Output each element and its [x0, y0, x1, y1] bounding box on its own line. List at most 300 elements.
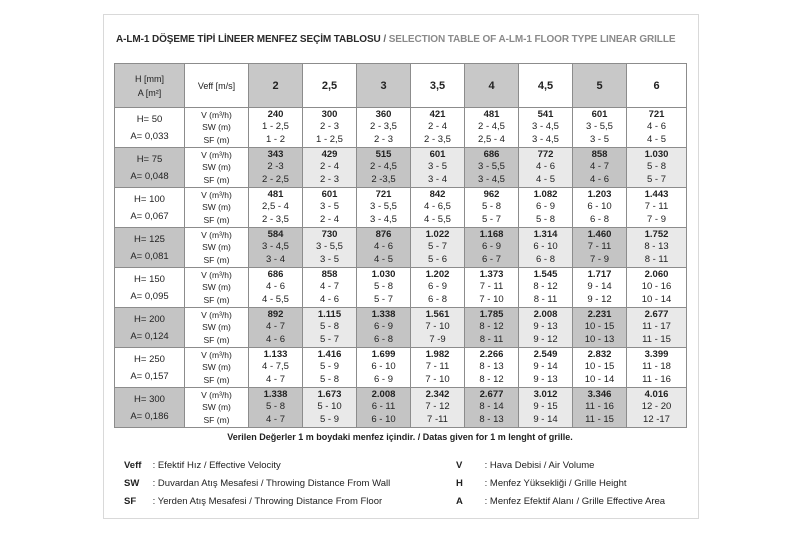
grille-height: H= 200: [134, 313, 165, 325]
air-volume-value: 4.016: [644, 389, 669, 401]
wall-throw-value: 7 - 11: [479, 281, 504, 293]
row-labels-cell: [185, 348, 249, 388]
grille-height: H= 125: [134, 233, 165, 245]
floor-throw-value: 5 - 8: [535, 213, 555, 225]
row-label: V (m³/h): [201, 190, 232, 201]
air-volume-value: 1.673: [317, 389, 342, 401]
value-cell: [573, 348, 627, 388]
air-volume-value: 2.231: [587, 309, 612, 321]
value-cell: [573, 268, 627, 308]
floor-throw-value: 9 - 12: [533, 333, 558, 345]
wall-throw-value: 6 - 9: [535, 201, 555, 213]
floor-throw-value: 2 -3,5: [371, 173, 396, 185]
wall-throw-value: 1 - 2,5: [262, 121, 289, 133]
value-cell: [411, 268, 465, 308]
value-cell: [519, 348, 573, 388]
air-volume-value: 858: [321, 269, 338, 281]
floor-throw-value: 5 - 7: [319, 333, 339, 345]
wall-throw-value: 6 - 10: [533, 241, 558, 253]
floor-throw-value: 4 - 5,5: [424, 213, 451, 225]
value-cell: [519, 188, 573, 228]
air-volume-value: 1.545: [533, 269, 558, 281]
value-cell: [303, 148, 357, 188]
wall-throw-value: 5 - 8: [373, 281, 393, 293]
row-label: SW (m): [202, 202, 231, 213]
air-volume-value: 1.203: [587, 189, 612, 201]
air-volume-value: 1.082: [533, 189, 558, 201]
wall-throw-value: 2 - 4: [319, 161, 339, 173]
row-labels-cell: [185, 148, 249, 188]
header-row: [115, 64, 687, 108]
legend-text: : Efektif Hız / Effective Velocity: [152, 460, 281, 471]
floor-throw-value: 3 - 5: [319, 253, 339, 265]
wall-throw-value: 12 - 20: [641, 401, 672, 413]
air-volume-value: 1.460: [587, 229, 612, 241]
floor-throw-value: 7 -11: [427, 413, 448, 425]
air-volume-value: 1.022: [425, 229, 450, 241]
value-cell: [357, 348, 411, 388]
grille-size-cell: [115, 348, 185, 388]
value-cell: [627, 268, 687, 308]
wall-throw-value: 5 - 8: [481, 201, 501, 213]
wall-throw-value: 7 - 12: [425, 401, 450, 413]
row-label: V (m³/h): [201, 110, 232, 121]
air-volume-value: 1.373: [479, 269, 504, 281]
floor-throw-value: 6 - 10: [371, 413, 396, 425]
air-volume-value: 601: [429, 149, 446, 161]
wall-throw-value: 3 - 5: [427, 161, 447, 173]
air-volume-value: 1.752: [644, 229, 669, 241]
row-label: SF (m): [203, 414, 230, 425]
row-label: V (m³/h): [201, 150, 232, 161]
wall-throw-value: 7 - 11: [644, 201, 669, 213]
floor-throw-value: 9 - 14: [533, 413, 558, 425]
value-cell: [411, 108, 465, 148]
row-labels-cell: [185, 228, 249, 268]
wall-throw-value: 5 - 8: [646, 161, 666, 173]
air-volume-value: 892: [267, 309, 284, 321]
floor-throw-value: 4 - 6: [265, 333, 285, 345]
floor-throw-value: 8 - 11: [533, 293, 558, 305]
value-cell: [573, 388, 627, 428]
floor-throw-value: 6 - 7: [481, 253, 501, 265]
wall-throw-value: 6 - 10: [587, 201, 612, 213]
table-row: [115, 108, 687, 148]
air-volume-value: 2.266: [479, 349, 504, 361]
value-cell: [303, 108, 357, 148]
floor-throw-value: 6 - 9: [373, 373, 393, 385]
wall-throw-value: 11 - 17: [642, 321, 671, 333]
value-cell: [519, 148, 573, 188]
air-volume-value: 2.008: [371, 389, 396, 401]
wall-throw-value: 8 - 12: [479, 321, 504, 333]
wall-throw-value: 8 - 12: [533, 281, 558, 293]
floor-throw-value: 1 - 2: [265, 133, 285, 145]
air-volume-value: 1.030: [644, 149, 669, 161]
air-volume-value: 360: [375, 109, 392, 121]
legend-text: : Hava Debisi / Air Volume: [484, 460, 595, 471]
air-volume-value: 1.202: [425, 269, 450, 281]
wall-throw-value: 9 - 15: [533, 401, 558, 413]
title-english: SELECTION TABLE OF A-LM-1 FLOOR TYPE LINEAR GRILLE: [388, 34, 676, 45]
air-volume-value: 721: [648, 109, 665, 121]
air-volume-value: 541: [537, 109, 554, 121]
wall-throw-value: 7 - 11: [425, 361, 450, 373]
grille-size-cell: [115, 188, 185, 228]
value-cell: [303, 308, 357, 348]
value-cell: [519, 228, 573, 268]
floor-throw-value: 11 - 15: [585, 413, 614, 425]
value-cell: [519, 108, 573, 148]
legend-item-sf: [124, 496, 382, 507]
air-volume-value: 2.832: [587, 349, 612, 361]
grille-area: A= 0,048: [130, 170, 169, 182]
row-label: SW (m): [202, 242, 231, 253]
legend-text: : Yerden Atış Mesafesi / Throwing Distance From Floor: [152, 496, 383, 507]
floor-throw-value: 4 - 6: [589, 173, 609, 185]
floor-throw-value: 7 - 10: [479, 293, 504, 305]
header-veff: Veff [m/s]: [185, 64, 249, 108]
value-cell: [627, 108, 687, 148]
value-cell: [465, 228, 519, 268]
air-volume-value: 515: [375, 149, 392, 161]
legend-item-veff: [124, 460, 281, 471]
floor-throw-value: 8 - 12: [479, 373, 504, 385]
value-cell: [357, 228, 411, 268]
row-label: SW (m): [202, 282, 231, 293]
floor-throw-value: 5 - 6: [427, 253, 447, 265]
wall-throw-value: 5 - 8: [319, 321, 339, 333]
air-volume-value: 1.115: [317, 309, 342, 321]
air-volume-value: 2.677: [644, 309, 669, 321]
grille-area: A= 0,081: [130, 250, 169, 262]
grille-height: H= 75: [136, 153, 163, 165]
floor-throw-value: 2,5 - 4: [478, 133, 505, 145]
air-volume-value: 686: [267, 269, 284, 281]
row-labels-cell: [185, 268, 249, 308]
floor-throw-value: 5 - 7: [373, 293, 393, 305]
row-label: SF (m): [203, 334, 230, 345]
wall-throw-value: 2,5 - 4: [262, 201, 289, 213]
wall-throw-value: 4 - 6: [265, 281, 285, 293]
value-cell: [573, 108, 627, 148]
table-row: [115, 268, 687, 308]
legend-key: V: [456, 460, 463, 471]
table-row: [115, 348, 687, 388]
value-cell: [357, 148, 411, 188]
wall-throw-value: 4 - 6: [373, 241, 393, 253]
air-volume-value: 876: [375, 229, 392, 241]
floor-throw-value: 3 - 4: [265, 253, 285, 265]
floor-throw-value: 3 - 4,5: [478, 173, 505, 185]
wall-throw-value: 3 - 5,5: [586, 121, 613, 133]
floor-throw-value: 2 - 3: [373, 133, 393, 145]
floor-throw-value: 9 - 13: [533, 373, 558, 385]
value-cell: [249, 108, 303, 148]
wall-throw-value: 4 - 7: [265, 321, 285, 333]
value-cell: [627, 348, 687, 388]
floor-throw-value: 10 - 14: [641, 293, 672, 305]
grille-area: A= 0,157: [130, 370, 169, 382]
wall-throw-value: 8 - 13: [644, 241, 669, 253]
grille-area: A= 0,095: [130, 290, 169, 302]
air-volume-value: 343: [267, 149, 284, 161]
table-row: [115, 148, 687, 188]
value-cell: [303, 348, 357, 388]
header-h-a: [115, 64, 185, 108]
row-label: SW (m): [202, 402, 231, 413]
floor-throw-value: 12 -17: [643, 413, 670, 425]
grille-size-cell: [115, 308, 185, 348]
wall-throw-value: 2 -3: [267, 161, 284, 173]
row-label: SW (m): [202, 362, 231, 373]
air-volume-value: 1.133: [263, 349, 288, 361]
floor-throw-value: 6 - 8: [589, 213, 609, 225]
value-cell: [249, 228, 303, 268]
wall-throw-value: 4 - 6,5: [424, 201, 451, 213]
wall-throw-value: 5 - 8: [265, 401, 285, 413]
row-labels-cell: [185, 188, 249, 228]
wall-throw-value: 11 - 16: [585, 401, 614, 413]
wall-throw-value: 2 - 4: [427, 121, 447, 133]
value-cell: [465, 348, 519, 388]
wall-throw-value: 4 - 7: [319, 281, 339, 293]
floor-throw-value: 9 - 12: [587, 293, 612, 305]
wall-throw-value: 3 - 5,5: [478, 161, 505, 173]
row-label: SF (m): [203, 374, 230, 385]
table-row: [115, 188, 687, 228]
air-volume-value: 481: [483, 109, 500, 121]
value-cell: [411, 148, 465, 188]
air-volume-value: 601: [321, 189, 338, 201]
floor-throw-value: 11 - 15: [642, 333, 671, 345]
air-volume-value: 300: [321, 109, 338, 121]
value-cell: [411, 228, 465, 268]
value-cell: [411, 188, 465, 228]
grille-area: A= 0,067: [130, 210, 169, 222]
wall-throw-value: 11 - 18: [642, 361, 671, 373]
air-volume-value: 1.717: [587, 269, 612, 281]
wall-throw-value: 5 - 10: [317, 401, 342, 413]
wall-throw-value: 3 - 5: [319, 201, 339, 213]
floor-throw-value: 2 - 3,5: [262, 213, 289, 225]
air-volume-value: 962: [483, 189, 500, 201]
value-cell: [249, 388, 303, 428]
header-velocity: 5: [573, 64, 627, 108]
header-velocity: 6: [627, 64, 687, 108]
value-cell: [627, 188, 687, 228]
header-velocity: 2,5: [303, 64, 357, 108]
wall-throw-value: 10 - 16: [641, 281, 672, 293]
floor-throw-value: 10 - 13: [584, 333, 615, 345]
header-a-label: A [m²]: [137, 87, 162, 98]
wall-throw-value: 4 - 6: [535, 161, 555, 173]
air-volume-value: 1.338: [263, 389, 288, 401]
air-volume-value: 2.060: [644, 269, 669, 281]
wall-throw-value: 8 - 14: [479, 401, 504, 413]
value-cell: [519, 388, 573, 428]
legend-item-h: [456, 478, 627, 489]
floor-throw-value: 8 - 13: [479, 413, 504, 425]
table-row: [115, 228, 687, 268]
value-cell: [465, 108, 519, 148]
value-cell: [303, 268, 357, 308]
value-cell: [249, 148, 303, 188]
value-cell: [519, 268, 573, 308]
value-cell: [303, 388, 357, 428]
selection-table: [114, 63, 687, 428]
air-volume-value: 1.168: [479, 229, 504, 241]
row-label: SW (m): [202, 162, 231, 173]
floor-throw-value: 2 - 4: [319, 213, 339, 225]
floor-throw-value: 4 - 5: [646, 133, 666, 145]
grille-height: H= 150: [134, 273, 165, 285]
header-velocity: 3,5: [411, 64, 465, 108]
air-volume-value: 730: [321, 229, 338, 241]
air-volume-value: 429: [321, 149, 338, 161]
value-cell: [627, 148, 687, 188]
floor-throw-value: 3 - 4: [427, 173, 447, 185]
air-volume-value: 1.699: [371, 349, 396, 361]
floor-throw-value: 11 - 16: [642, 373, 671, 385]
value-cell: [627, 388, 687, 428]
floor-throw-value: 8 - 11: [644, 253, 669, 265]
floor-throw-value: 7 - 9: [589, 253, 609, 265]
wall-throw-value: 6 - 9: [373, 321, 393, 333]
value-cell: [249, 268, 303, 308]
value-cell: [627, 228, 687, 268]
air-volume-value: 1.561: [425, 309, 450, 321]
air-volume-value: 481: [267, 189, 284, 201]
title-turkish: A-LM-1 DÖŞEME TİPİ LİNEER MENFEZ SEÇİM TABLOSU: [116, 34, 381, 45]
floor-throw-value: 5 - 8: [319, 373, 339, 385]
wall-throw-value: 10 - 15: [584, 321, 615, 333]
air-volume-value: 1.785: [479, 309, 504, 321]
air-volume-value: 772: [537, 149, 554, 161]
floor-throw-value: 2 - 3: [319, 173, 339, 185]
floor-throw-value: 4 - 7: [265, 373, 285, 385]
grille-height: H= 50: [136, 113, 163, 125]
air-volume-value: 3.399: [644, 349, 669, 361]
row-label: V (m³/h): [201, 230, 232, 241]
floor-throw-value: 4 - 5: [373, 253, 393, 265]
floor-throw-value: 3 - 4,5: [370, 213, 397, 225]
header-velocity: 4,5: [519, 64, 573, 108]
row-label: SW (m): [202, 122, 231, 133]
value-cell: [465, 268, 519, 308]
header-velocity: 2: [249, 64, 303, 108]
value-cell: [573, 148, 627, 188]
row-label: SF (m): [203, 254, 230, 265]
floor-throw-value: 4 - 6: [319, 293, 339, 305]
value-cell: [249, 308, 303, 348]
legend-text: : Duvardan Atış Mesafesi / Throwing Distance From Wall: [152, 478, 391, 489]
floor-throw-value: 8 - 11: [479, 333, 504, 345]
table-title: [116, 34, 696, 48]
floor-throw-value: 2 - 2,5: [262, 173, 289, 185]
air-volume-value: 601: [591, 109, 608, 121]
value-cell: [465, 188, 519, 228]
value-cell: [357, 308, 411, 348]
grille-size-cell: [115, 388, 185, 428]
air-volume-value: 2.549: [533, 349, 558, 361]
wall-throw-value: 6 - 11: [371, 401, 396, 413]
row-label: SW (m): [202, 322, 231, 333]
air-volume-value: 421: [429, 109, 446, 121]
floor-throw-value: 6 - 8: [373, 333, 393, 345]
row-labels-cell: [185, 388, 249, 428]
wall-throw-value: 3 - 5,5: [370, 201, 397, 213]
grille-height: H= 300: [134, 393, 165, 405]
grille-size-cell: [115, 268, 185, 308]
grille-area: A= 0,124: [130, 330, 169, 342]
wall-throw-value: 4 - 7: [589, 161, 609, 173]
value-cell: [357, 188, 411, 228]
wall-throw-value: 9 - 14: [533, 361, 558, 373]
wall-throw-value: 4 - 6: [646, 121, 666, 133]
legend-key: A: [456, 496, 463, 507]
value-cell: [465, 388, 519, 428]
legend-item-sw: [124, 478, 390, 489]
air-volume-value: 721: [375, 189, 392, 201]
row-label: V (m³/h): [201, 350, 232, 361]
air-volume-value: 2.342: [425, 389, 450, 401]
air-volume-value: 1.030: [371, 269, 396, 281]
row-label: V (m³/h): [201, 270, 232, 281]
legend-text: : Menfez Efektif Alanı / Grille Effective Area: [484, 496, 666, 507]
floor-throw-value: 10 - 14: [584, 373, 615, 385]
table-body: [115, 108, 687, 428]
header-velocity: 4: [465, 64, 519, 108]
floor-throw-value: 1 - 2,5: [316, 133, 343, 145]
air-volume-value: 584: [267, 229, 284, 241]
floor-throw-value: 4 - 5,5: [262, 293, 289, 305]
floor-throw-value: 2 - 3,5: [424, 133, 451, 145]
wall-throw-value: 6 - 10: [371, 361, 396, 373]
legend-key: SF: [124, 496, 137, 507]
header-velocity: 3: [357, 64, 411, 108]
row-label: SF (m): [203, 214, 230, 225]
wall-throw-value: 3 - 4,5: [532, 121, 559, 133]
grille-size-cell: [115, 228, 185, 268]
air-volume-value: 3.346: [587, 389, 612, 401]
wall-throw-value: 3 - 5,5: [316, 241, 343, 253]
wall-throw-value: 6 - 9: [481, 241, 501, 253]
legend-key: Veff: [124, 460, 142, 471]
legend-item-a: [456, 496, 665, 507]
value-cell: [627, 308, 687, 348]
row-label: SF (m): [203, 174, 230, 185]
floor-throw-value: 4 - 7: [265, 413, 285, 425]
value-cell: [573, 228, 627, 268]
row-labels-cell: [185, 308, 249, 348]
grille-height: H= 250: [134, 353, 165, 365]
air-volume-value: 1.314: [533, 229, 558, 241]
air-volume-value: 1.338: [371, 309, 396, 321]
grille-size-cell: [115, 148, 185, 188]
wall-throw-value: 5 - 9: [319, 361, 339, 373]
floor-throw-value: 7 - 10: [425, 373, 450, 385]
floor-throw-value: 6 - 8: [427, 293, 447, 305]
title-separator: /: [383, 34, 387, 45]
footnote: Verilen Değerler 1 m boydaki menfez içindir. / Datas given for 1 m lenght of grille.: [227, 432, 573, 442]
floor-throw-value: 5 - 7: [646, 173, 666, 185]
grille-height: H= 100: [134, 193, 165, 205]
wall-throw-value: 9 - 14: [587, 281, 612, 293]
value-cell: [357, 388, 411, 428]
wall-throw-value: 2 - 3: [319, 121, 339, 133]
air-volume-value: 858: [591, 149, 608, 161]
